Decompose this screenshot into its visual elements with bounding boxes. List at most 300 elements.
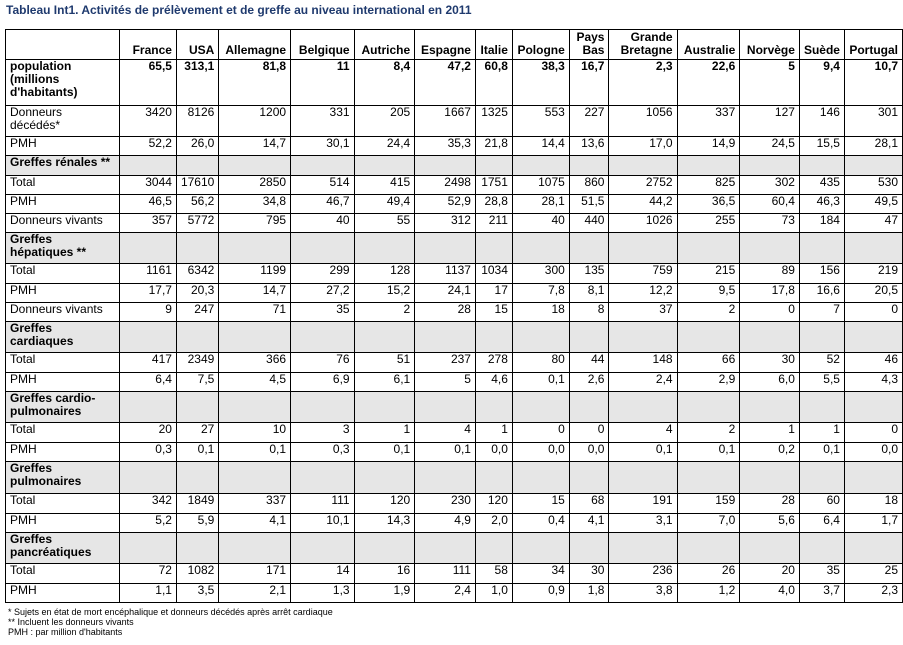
data-cell — [677, 322, 740, 353]
data-cell: 1 — [799, 423, 844, 443]
data-cell — [219, 322, 291, 353]
data-cell: 11 — [291, 60, 355, 106]
data-cell — [219, 156, 291, 176]
data-cell — [799, 156, 844, 176]
data-cell: 46,3 — [799, 195, 844, 214]
table-row — [6, 423, 903, 443]
data-cell: 2 — [677, 423, 740, 443]
row-label: PMH — [6, 584, 120, 603]
row-label: Total — [6, 264, 120, 284]
data-cell: 89 — [740, 264, 800, 284]
data-cell: 66 — [677, 353, 740, 373]
data-cell: 312 — [415, 214, 476, 233]
data-cell — [176, 322, 218, 353]
row-label: Total — [6, 176, 120, 195]
data-cell: 300 — [512, 264, 569, 284]
data-cell: 3,5 — [176, 584, 218, 603]
data-cell: 211 — [475, 214, 512, 233]
data-cell — [569, 462, 609, 494]
data-cell: 15,2 — [354, 284, 415, 303]
table-row — [6, 494, 903, 514]
data-cell: 16,7 — [569, 60, 609, 106]
data-cell: 1325 — [475, 106, 512, 137]
column-header: Suède — [799, 30, 844, 60]
data-cell — [219, 533, 291, 564]
data-cell: 219 — [844, 264, 902, 284]
data-cell: 0,1 — [176, 443, 218, 462]
data-cell: 2 — [354, 303, 415, 322]
row-label: Greffes pancréatiques — [6, 533, 120, 564]
data-cell: 28,1 — [844, 137, 902, 156]
data-cell — [120, 462, 177, 494]
data-cell — [844, 533, 902, 564]
data-cell: 4,5 — [219, 373, 291, 392]
data-cell: 1200 — [219, 106, 291, 137]
data-cell: 40 — [291, 214, 355, 233]
data-cell: 0,3 — [291, 443, 355, 462]
data-cell — [799, 392, 844, 423]
data-cell — [609, 322, 677, 353]
data-cell: 30,1 — [291, 137, 355, 156]
data-cell: 47,2 — [415, 60, 476, 106]
data-cell — [219, 462, 291, 494]
data-cell: 35 — [799, 564, 844, 584]
data-cell: 2498 — [415, 176, 476, 195]
data-cell — [512, 392, 569, 423]
data-cell: 14,4 — [512, 137, 569, 156]
data-cell: 1082 — [176, 564, 218, 584]
data-cell: 1 — [740, 423, 800, 443]
data-cell: 1667 — [415, 106, 476, 137]
data-cell: 2,6 — [569, 373, 609, 392]
data-cell: 14 — [291, 564, 355, 584]
data-cell: 215 — [677, 264, 740, 284]
row-label: Total — [6, 564, 120, 584]
data-cell — [120, 322, 177, 353]
data-cell: 191 — [609, 494, 677, 514]
data-cell: 3044 — [120, 176, 177, 195]
data-cell: 1,7 — [844, 514, 902, 533]
data-cell: 2,0 — [475, 514, 512, 533]
column-header: Grande Bretagne — [609, 30, 677, 60]
row-label: Donneurs décédés* — [6, 106, 120, 137]
data-cell: 184 — [799, 214, 844, 233]
data-cell: 3 — [291, 423, 355, 443]
data-cell — [291, 156, 355, 176]
table-row — [6, 443, 903, 462]
data-cell: 76 — [291, 353, 355, 373]
data-cell: 10,1 — [291, 514, 355, 533]
row-label: PMH — [6, 514, 120, 533]
data-cell: 14,7 — [219, 137, 291, 156]
data-cell: 1,0 — [475, 584, 512, 603]
row-label: Greffes pulmonaires — [6, 462, 120, 494]
data-cell: 81,8 — [219, 60, 291, 106]
data-cell: 313,1 — [176, 60, 218, 106]
row-label: Greffes hépatiques ** — [6, 233, 120, 264]
data-cell — [219, 233, 291, 264]
data-cell: 26 — [677, 564, 740, 584]
data-cell: 60,8 — [475, 60, 512, 106]
data-cell: 10,7 — [844, 60, 902, 106]
data-cell — [569, 533, 609, 564]
data-cell: 15 — [475, 303, 512, 322]
table-row — [6, 195, 903, 214]
data-cell: 1199 — [219, 264, 291, 284]
data-cell: 28 — [415, 303, 476, 322]
data-cell: 65,5 — [120, 60, 177, 106]
data-cell: 14,3 — [354, 514, 415, 533]
row-label: PMH — [6, 137, 120, 156]
data-cell: 30 — [569, 564, 609, 584]
data-cell: 1161 — [120, 264, 177, 284]
data-cell — [120, 533, 177, 564]
data-cell: 5,5 — [799, 373, 844, 392]
transplant-table — [5, 29, 903, 603]
data-cell: 68 — [569, 494, 609, 514]
data-cell: 1849 — [176, 494, 218, 514]
data-cell: 2,3 — [844, 584, 902, 603]
data-cell: 1 — [475, 423, 512, 443]
data-cell — [569, 392, 609, 423]
data-cell: 13,6 — [569, 137, 609, 156]
data-cell: 5,2 — [120, 514, 177, 533]
table-row — [6, 264, 903, 284]
data-cell: 0 — [844, 423, 902, 443]
section-row — [6, 533, 903, 564]
data-cell: 8,1 — [569, 284, 609, 303]
data-cell: 14,9 — [677, 137, 740, 156]
column-header: Pologne — [512, 30, 569, 60]
data-cell: 17 — [475, 284, 512, 303]
data-cell — [120, 233, 177, 264]
data-cell — [176, 233, 218, 264]
data-cell: 6,4 — [799, 514, 844, 533]
data-cell: 111 — [291, 494, 355, 514]
data-cell: 302 — [740, 176, 800, 195]
data-cell — [354, 233, 415, 264]
data-cell: 35,3 — [415, 137, 476, 156]
data-cell: 60 — [799, 494, 844, 514]
data-cell — [512, 322, 569, 353]
data-cell — [219, 392, 291, 423]
data-cell: 46,7 — [291, 195, 355, 214]
data-cell: 6342 — [176, 264, 218, 284]
row-label: Total — [6, 423, 120, 443]
data-cell: 18 — [512, 303, 569, 322]
data-cell: 0,2 — [740, 443, 800, 462]
data-cell: 4,3 — [844, 373, 902, 392]
row-label: PMH — [6, 284, 120, 303]
data-cell — [609, 533, 677, 564]
table-row — [6, 60, 903, 106]
data-cell: 47 — [844, 214, 902, 233]
data-cell: 46,5 — [120, 195, 177, 214]
row-label: Greffes cardio-pulmonaires — [6, 392, 120, 423]
data-cell: 247 — [176, 303, 218, 322]
data-cell: 7 — [799, 303, 844, 322]
data-cell: 1075 — [512, 176, 569, 195]
data-cell: 759 — [609, 264, 677, 284]
data-cell: 0,9 — [512, 584, 569, 603]
data-cell — [475, 392, 512, 423]
data-cell: 255 — [677, 214, 740, 233]
data-cell: 299 — [291, 264, 355, 284]
column-header: Australie — [677, 30, 740, 60]
data-cell: 127 — [740, 106, 800, 137]
section-row — [6, 156, 903, 176]
data-cell: 52 — [799, 353, 844, 373]
data-cell: 2 — [677, 303, 740, 322]
section-row — [6, 462, 903, 494]
data-cell — [415, 156, 476, 176]
column-header: USA — [176, 30, 218, 60]
data-cell — [740, 533, 800, 564]
data-cell — [354, 462, 415, 494]
data-cell — [176, 156, 218, 176]
data-cell — [354, 533, 415, 564]
data-cell: 1,9 — [354, 584, 415, 603]
row-label: PMH — [6, 195, 120, 214]
data-cell: 20 — [120, 423, 177, 443]
data-cell: 1751 — [475, 176, 512, 195]
table-row — [6, 176, 903, 195]
data-cell — [844, 392, 902, 423]
footnote-2: ** Incluent les donneurs vivants — [8, 617, 134, 627]
data-cell — [799, 462, 844, 494]
data-cell: 0,0 — [569, 443, 609, 462]
data-cell: 342 — [120, 494, 177, 514]
data-cell: 71 — [219, 303, 291, 322]
data-cell: 4,1 — [569, 514, 609, 533]
data-cell: 514 — [291, 176, 355, 195]
data-cell: 1,1 — [120, 584, 177, 603]
data-cell: 40 — [512, 214, 569, 233]
data-cell — [512, 462, 569, 494]
data-cell: 7,8 — [512, 284, 569, 303]
data-cell: 52,9 — [415, 195, 476, 214]
data-cell — [475, 322, 512, 353]
data-cell: 530 — [844, 176, 902, 195]
data-cell: 120 — [475, 494, 512, 514]
data-cell: 1,2 — [677, 584, 740, 603]
data-cell: 27 — [176, 423, 218, 443]
data-cell: 46 — [844, 353, 902, 373]
data-cell: 51 — [354, 353, 415, 373]
data-cell — [512, 156, 569, 176]
data-cell — [415, 533, 476, 564]
data-cell: 27,2 — [291, 284, 355, 303]
data-cell: 2,1 — [219, 584, 291, 603]
data-cell — [415, 462, 476, 494]
data-cell: 227 — [569, 106, 609, 137]
table-row — [6, 137, 903, 156]
data-cell — [354, 322, 415, 353]
data-cell — [740, 233, 800, 264]
data-cell: 4,1 — [219, 514, 291, 533]
data-cell: 28 — [740, 494, 800, 514]
data-cell: 128 — [354, 264, 415, 284]
data-cell — [475, 156, 512, 176]
column-header: Italie — [475, 30, 512, 60]
data-cell — [475, 462, 512, 494]
row-label: PMH — [6, 373, 120, 392]
data-cell: 825 — [677, 176, 740, 195]
data-cell — [799, 233, 844, 264]
data-cell: 156 — [799, 264, 844, 284]
data-cell: 8,4 — [354, 60, 415, 106]
data-cell: 2349 — [176, 353, 218, 373]
data-cell — [120, 392, 177, 423]
data-cell: 18 — [844, 494, 902, 514]
data-cell — [415, 322, 476, 353]
data-cell: 24,1 — [415, 284, 476, 303]
data-cell: 0 — [569, 423, 609, 443]
data-cell — [799, 322, 844, 353]
data-cell: 9,5 — [677, 284, 740, 303]
data-cell — [354, 392, 415, 423]
data-cell: 8126 — [176, 106, 218, 137]
data-cell: 4,6 — [475, 373, 512, 392]
data-cell — [569, 233, 609, 264]
data-cell: 49,5 — [844, 195, 902, 214]
data-cell: 60,4 — [740, 195, 800, 214]
data-cell: 148 — [609, 353, 677, 373]
data-cell: 28,1 — [512, 195, 569, 214]
data-cell: 20 — [740, 564, 800, 584]
data-cell: 0,1 — [609, 443, 677, 462]
data-cell: 72 — [120, 564, 177, 584]
data-cell: 3,1 — [609, 514, 677, 533]
data-cell: 230 — [415, 494, 476, 514]
data-cell: 80 — [512, 353, 569, 373]
row-label: Greffes rénales ** — [6, 156, 120, 176]
data-cell: 5 — [740, 60, 800, 106]
data-cell: 30 — [740, 353, 800, 373]
data-cell: 16 — [354, 564, 415, 584]
table-row — [6, 373, 903, 392]
table-row — [6, 353, 903, 373]
data-cell: 205 — [354, 106, 415, 137]
footnote-1: * Sujets en état de mort encéphalique et donneurs décédés après arrêt cardiaque — [8, 607, 333, 617]
data-cell — [415, 233, 476, 264]
data-cell: 21,8 — [475, 137, 512, 156]
data-cell: 15,5 — [799, 137, 844, 156]
data-cell: 0,0 — [512, 443, 569, 462]
data-cell: 20,5 — [844, 284, 902, 303]
data-cell: 20,3 — [176, 284, 218, 303]
data-cell: 28,8 — [475, 195, 512, 214]
table-body — [6, 60, 903, 603]
data-cell: 4 — [415, 423, 476, 443]
data-cell — [740, 392, 800, 423]
data-cell: 1,8 — [569, 584, 609, 603]
footnote-3: PMH : par million d'habitants — [8, 627, 123, 637]
data-cell — [569, 156, 609, 176]
header-blank — [6, 30, 120, 60]
data-cell: 2,3 — [609, 60, 677, 106]
row-label: Donneurs vivants — [6, 303, 120, 322]
data-cell — [512, 533, 569, 564]
data-cell — [475, 533, 512, 564]
data-cell — [677, 392, 740, 423]
data-cell: 860 — [569, 176, 609, 195]
data-cell — [415, 392, 476, 423]
data-cell: 237 — [415, 353, 476, 373]
table-row — [6, 514, 903, 533]
data-cell: 36,5 — [677, 195, 740, 214]
row-label: Greffes cardiaques — [6, 322, 120, 353]
data-cell: 0,1 — [354, 443, 415, 462]
data-cell: 6,1 — [354, 373, 415, 392]
data-cell: 417 — [120, 353, 177, 373]
data-cell: 4,0 — [740, 584, 800, 603]
data-cell: 52,2 — [120, 137, 177, 156]
data-cell: 56,2 — [176, 195, 218, 214]
data-cell: 3,8 — [609, 584, 677, 603]
data-cell: 415 — [354, 176, 415, 195]
data-cell: 1137 — [415, 264, 476, 284]
data-cell: 44,2 — [609, 195, 677, 214]
data-cell: 24,4 — [354, 137, 415, 156]
data-cell: 0,1 — [219, 443, 291, 462]
row-label: Donneurs vivants — [6, 214, 120, 233]
data-cell: 337 — [677, 106, 740, 137]
data-cell — [176, 533, 218, 564]
data-cell — [677, 533, 740, 564]
data-cell — [291, 322, 355, 353]
data-cell: 10 — [219, 423, 291, 443]
data-cell: 1026 — [609, 214, 677, 233]
data-cell: 1 — [354, 423, 415, 443]
data-cell: 5772 — [176, 214, 218, 233]
data-cell: 331 — [291, 106, 355, 137]
data-cell: 17,8 — [740, 284, 800, 303]
data-cell: 2752 — [609, 176, 677, 195]
table-row — [6, 106, 903, 137]
data-cell: 73 — [740, 214, 800, 233]
data-cell: 9 — [120, 303, 177, 322]
data-cell: 7,5 — [176, 373, 218, 392]
data-cell — [609, 156, 677, 176]
column-header: Norvège — [740, 30, 800, 60]
data-cell: 278 — [475, 353, 512, 373]
data-cell — [609, 462, 677, 494]
data-cell: 159 — [677, 494, 740, 514]
data-cell: 1034 — [475, 264, 512, 284]
data-cell: 9,4 — [799, 60, 844, 106]
data-cell: 236 — [609, 564, 677, 584]
data-cell: 37 — [609, 303, 677, 322]
table-row — [6, 214, 903, 233]
data-cell — [291, 533, 355, 564]
data-cell: 0,0 — [475, 443, 512, 462]
table-row — [6, 584, 903, 603]
data-cell: 51,5 — [569, 195, 609, 214]
data-cell — [176, 462, 218, 494]
section-row — [6, 392, 903, 423]
data-cell: 0,0 — [844, 443, 902, 462]
data-cell: 0,1 — [799, 443, 844, 462]
data-cell: 337 — [219, 494, 291, 514]
data-cell: 12,2 — [609, 284, 677, 303]
row-label: Total — [6, 494, 120, 514]
data-cell: 0,4 — [512, 514, 569, 533]
data-cell: 25 — [844, 564, 902, 584]
data-cell: 1,3 — [291, 584, 355, 603]
data-cell: 0 — [740, 303, 800, 322]
data-cell: 6,4 — [120, 373, 177, 392]
